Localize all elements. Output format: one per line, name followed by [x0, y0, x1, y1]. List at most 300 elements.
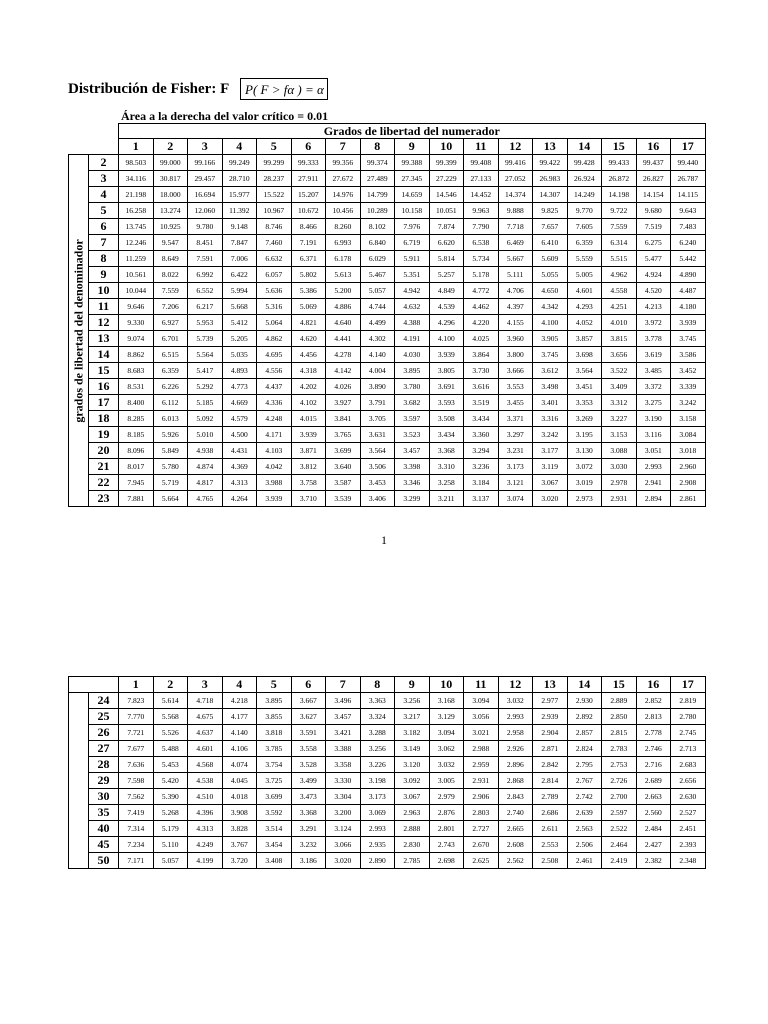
table-cell: 3.116: [636, 427, 671, 443]
table-cell: 4.886: [326, 299, 361, 315]
table-cell: 5.488: [153, 741, 188, 757]
table-cell: 5.636: [257, 283, 292, 299]
table-cell: 3.972: [636, 315, 671, 331]
table-cell: 9.646: [119, 299, 154, 315]
table-cell: 4.539: [429, 299, 464, 315]
table-cell: 2.931: [464, 773, 499, 789]
table-cell: 9.770: [567, 203, 602, 219]
table-cell: 6.620: [429, 235, 464, 251]
table-cell: 5.179: [153, 821, 188, 837]
table-cell: 5.057: [360, 283, 395, 299]
table-cell: 99.408: [464, 155, 499, 171]
table-cell: 3.288: [360, 725, 395, 741]
table-cell: 3.304: [326, 789, 361, 805]
table-cell: 2.958: [498, 725, 533, 741]
table-cell: 2.743: [429, 837, 464, 853]
table-row: [69, 299, 706, 315]
table-cell: 3.051: [636, 443, 671, 459]
table-cell: 4.010: [602, 315, 637, 331]
table-cell: 2.979: [429, 789, 464, 805]
table-cell: 3.553: [498, 379, 533, 395]
table-cell: 2.726: [602, 773, 637, 789]
table-cell: 9.963: [464, 203, 499, 219]
table-cell: 3.067: [533, 475, 568, 491]
table-cell: 5.010: [188, 427, 223, 443]
table-cell: 3.227: [602, 411, 637, 427]
table-cell: 3.587: [326, 475, 361, 491]
table-cell: 3.720: [222, 853, 257, 869]
table-cell: 99.356: [326, 155, 361, 171]
table-cell: 5.178: [464, 267, 499, 283]
table-cell: 2.348: [671, 853, 706, 869]
table-cell: 34.116: [119, 171, 154, 187]
column-header: 13: [533, 677, 568, 693]
table-cell: 2.527: [671, 805, 706, 821]
table-cell: 5.292: [188, 379, 223, 395]
table-cell: 2.746: [636, 741, 671, 757]
table-cell: 5.814: [429, 251, 464, 267]
table-cell: 2.656: [671, 773, 706, 789]
table-cell: 2.608: [498, 837, 533, 853]
table-cell: 3.890: [360, 379, 395, 395]
table-cell: 3.339: [671, 379, 706, 395]
row-header: 21: [89, 459, 119, 475]
table-cell: 2.461: [567, 853, 602, 869]
table-cell: 3.519: [464, 395, 499, 411]
row-header: 40: [89, 821, 119, 837]
table-cell: 3.401: [533, 395, 568, 411]
table-cell: 6.178: [326, 251, 361, 267]
table-cell: 3.291: [291, 821, 326, 837]
table-cell: 2.427: [636, 837, 671, 853]
table-cell: 9.330: [119, 315, 154, 331]
table-cell: 8.531: [119, 379, 154, 395]
table-cell: 4.765: [188, 491, 223, 507]
table-cell: 3.805: [429, 363, 464, 379]
table-cell: 3.767: [222, 837, 257, 853]
table-cell: 3.217: [395, 709, 430, 725]
table-cell: 99.399: [429, 155, 464, 171]
probability-formula: P( F > fα ) = α: [240, 78, 328, 100]
table-cell: 10.044: [119, 283, 154, 299]
table-cell: 3.778: [636, 331, 671, 347]
table-cell: 8.746: [257, 219, 292, 235]
table-cell: 5.668: [222, 299, 257, 315]
denominator-label-cell: [69, 155, 89, 507]
table-cell: 3.564: [567, 363, 602, 379]
table-cell: 4.251: [602, 299, 637, 315]
table-cell: 6.927: [153, 315, 188, 331]
table-cell: 99.416: [498, 155, 533, 171]
table-cell: 2.689: [636, 773, 671, 789]
table-cell: 3.593: [429, 395, 464, 411]
table-cell: 4.924: [636, 267, 671, 283]
table-cell: 6.029: [360, 251, 395, 267]
table-cell: 3.258: [429, 475, 464, 491]
table-cell: 5.477: [636, 251, 671, 267]
column-header: 13: [533, 139, 568, 155]
table-cell: 2.904: [533, 725, 568, 741]
table-cell: 2.767: [567, 773, 602, 789]
table-cell: 4.744: [360, 299, 395, 315]
table-cell: 4.817: [188, 475, 223, 491]
table-cell: 2.801: [429, 821, 464, 837]
table-cell: 3.725: [257, 773, 292, 789]
table-cell: 3.780: [395, 379, 430, 395]
table-cell: 2.824: [567, 741, 602, 757]
table-cell: 2.780: [671, 709, 706, 725]
table-cell: 5.614: [153, 693, 188, 709]
table-cell: 4.140: [360, 347, 395, 363]
table-cell: 2.597: [602, 805, 637, 821]
table-cell: 3.119: [533, 459, 568, 475]
table-cell: 4.601: [567, 283, 602, 299]
table-cell: 2.382: [636, 853, 671, 869]
table-cell: 3.066: [326, 837, 361, 853]
table-cell: 3.612: [533, 363, 568, 379]
table-cell: 2.663: [636, 789, 671, 805]
table-cell: 10.051: [429, 203, 464, 219]
table-cell: 7.006: [222, 251, 257, 267]
table-cell: 3.745: [671, 331, 706, 347]
row-header: 3: [89, 171, 119, 187]
table-cell: 7.976: [395, 219, 430, 235]
table-cell: 3.190: [636, 411, 671, 427]
table-cell: 7.823: [119, 693, 154, 709]
table-cell: 5.559: [567, 251, 602, 267]
table-row: [69, 155, 706, 171]
table-cell: 2.778: [636, 725, 671, 741]
table-cell: 3.682: [395, 395, 430, 411]
table-cell: 4.772: [464, 283, 499, 299]
table-cell: 2.813: [636, 709, 671, 725]
table-cell: 2.795: [567, 757, 602, 773]
row-header: 17: [89, 395, 119, 411]
table-cell: 3.496: [326, 693, 361, 709]
table-cell: 3.434: [464, 411, 499, 427]
table-cell: 26.827: [636, 171, 671, 187]
column-header: 10: [429, 139, 464, 155]
table-cell: 27.052: [498, 171, 533, 187]
table-row: [69, 379, 706, 395]
row-header: 9: [89, 267, 119, 283]
table-cell: 3.316: [533, 411, 568, 427]
table-cell: 6.371: [291, 251, 326, 267]
table-cell: 5.110: [153, 837, 188, 853]
table-cell: 99.433: [602, 155, 637, 171]
table-cell: 6.552: [188, 283, 223, 299]
table-cell: 7.171: [119, 853, 154, 869]
table-cell: 14.452: [464, 187, 499, 203]
table-cell: 4.018: [222, 789, 257, 805]
table-row: [69, 347, 706, 363]
table-cell: 3.084: [671, 427, 706, 443]
table-cell: 4.293: [567, 299, 602, 315]
table-cell: 4.202: [291, 379, 326, 395]
table-cell: 5.005: [567, 267, 602, 283]
table-cell: 3.586: [671, 347, 706, 363]
table-cell: 3.457: [326, 709, 361, 725]
row-header: 28: [89, 757, 119, 773]
table-cell: 3.656: [602, 347, 637, 363]
table-cell: 4.302: [360, 331, 395, 347]
table-cell: 4.538: [188, 773, 223, 789]
table-cell: 7.721: [119, 725, 154, 741]
table-cell: 3.452: [671, 363, 706, 379]
table-cell: 3.754: [257, 757, 292, 773]
table-cell: 4.142: [326, 363, 361, 379]
row-header: 2: [89, 155, 119, 171]
table-cell: 3.310: [429, 459, 464, 475]
table-cell: 6.314: [602, 235, 637, 251]
table-cell: 6.217: [188, 299, 223, 315]
table-cell: 7.770: [119, 709, 154, 725]
table-cell: 98.503: [119, 155, 154, 171]
table-row: [69, 203, 706, 219]
table-cell: 3.455: [498, 395, 533, 411]
table-cell: 5.719: [153, 475, 188, 491]
table-cell: 3.457: [395, 443, 430, 459]
table-cell: 4.942: [395, 283, 430, 299]
header-blank-cell: [69, 139, 119, 155]
table-cell: 4.220: [464, 315, 499, 331]
table-cell: 26.924: [567, 171, 602, 187]
table-cell: 2.625: [464, 853, 499, 869]
table-cell: 4.004: [360, 363, 395, 379]
table-cell: 3.908: [222, 805, 257, 821]
table-cell: 3.730: [464, 363, 499, 379]
table-cell: 3.149: [395, 741, 430, 757]
table-cell: 2.843: [498, 789, 533, 805]
table-cell: 3.032: [429, 757, 464, 773]
table-cell: 3.710: [291, 491, 326, 507]
column-header: 14: [567, 139, 602, 155]
table-cell: 7.945: [119, 475, 154, 491]
table-cell: 2.630: [671, 789, 706, 805]
table-cell: 2.896: [498, 757, 533, 773]
table-cell: 2.393: [671, 837, 706, 853]
row-header: 30: [89, 789, 119, 805]
table-cell: 10.925: [153, 219, 188, 235]
table-cell: 10.561: [119, 267, 154, 283]
table-cell: 99.333: [291, 155, 326, 171]
column-header: 16: [636, 139, 671, 155]
table-cell: 3.018: [671, 443, 706, 459]
table-cell: 2.960: [671, 459, 706, 475]
table-cell: 7.591: [188, 251, 223, 267]
table-cell: 4.074: [222, 757, 257, 773]
table-cell: 4.487: [671, 283, 706, 299]
table-cell: 3.528: [291, 757, 326, 773]
table-cell: 3.242: [533, 427, 568, 443]
table-cell: 2.930: [567, 693, 602, 709]
table-cell: 3.667: [291, 693, 326, 709]
table-cell: 5.911: [395, 251, 430, 267]
table-row: [69, 187, 706, 203]
column-header: 3: [188, 677, 223, 693]
table-cell: 2.993: [636, 459, 671, 475]
table-cell: 2.508: [533, 853, 568, 869]
table-cell: 2.941: [636, 475, 671, 491]
table-cell: 3.698: [567, 347, 602, 363]
table-cell: 15.522: [257, 187, 292, 203]
table-cell: 4.849: [429, 283, 464, 299]
table-cell: 9.680: [636, 203, 671, 219]
table-cell: 7.657: [533, 219, 568, 235]
table-cell: 4.030: [395, 347, 430, 363]
column-header: 9: [395, 139, 430, 155]
table-cell: 29.457: [188, 171, 223, 187]
table-cell: 3.324: [360, 709, 395, 725]
table-cell: 2.665: [498, 821, 533, 837]
table-row: [69, 363, 706, 379]
column-header: 7: [326, 677, 361, 693]
table-cell: 2.939: [533, 709, 568, 725]
table-row: [69, 821, 706, 837]
table-row: [69, 283, 706, 299]
table-cell: 2.888: [395, 821, 430, 837]
table-cell: 2.931: [602, 491, 637, 507]
column-header: 4: [222, 677, 257, 693]
table-cell: 2.419: [602, 853, 637, 869]
column-header: 9: [395, 677, 430, 693]
table-cell: 2.451: [671, 821, 706, 837]
table-cell: 2.889: [602, 693, 637, 709]
table-cell: 3.195: [567, 427, 602, 443]
table-cell: 3.451: [567, 379, 602, 395]
table-cell: 14.249: [567, 187, 602, 203]
row-header: 22: [89, 475, 119, 491]
table-cell: 2.908: [671, 475, 706, 491]
table-cell: 27.911: [291, 171, 326, 187]
table-cell: 4.456: [291, 347, 326, 363]
table-cell: 2.506: [567, 837, 602, 853]
table-cell: 5.092: [188, 411, 223, 427]
column-header: 14: [567, 677, 602, 693]
table-cell: 4.248: [257, 411, 292, 427]
table-cell: 5.564: [188, 347, 223, 363]
table-cell: 3.765: [326, 427, 361, 443]
table-cell: 6.226: [153, 379, 188, 395]
table-cell: 2.876: [429, 805, 464, 821]
table-cell: 3.745: [533, 347, 568, 363]
table-cell: 5.734: [464, 251, 499, 267]
table-cell: 3.691: [429, 379, 464, 395]
table-cell: 3.522: [602, 363, 637, 379]
column-header: 1: [119, 139, 154, 155]
table-row: [69, 267, 706, 283]
table-cell: 7.519: [636, 219, 671, 235]
table-cell: 13.274: [153, 203, 188, 219]
table-cell: 3.895: [395, 363, 430, 379]
table-cell: 3.871: [291, 443, 326, 459]
table-cell: 3.591: [291, 725, 326, 741]
row-header: 24: [89, 693, 119, 709]
table-cell: 3.812: [291, 459, 326, 475]
table-cell: 3.640: [326, 459, 361, 475]
table-cell: 4.191: [395, 331, 430, 347]
table-cell: 3.828: [222, 821, 257, 837]
table-cell: 4.500: [222, 427, 257, 443]
table-cell: 99.000: [153, 155, 188, 171]
table-cell: 3.895: [257, 693, 292, 709]
table-cell: 4.601: [188, 741, 223, 757]
table-cell: 8.683: [119, 363, 154, 379]
table-cell: 2.742: [567, 789, 602, 805]
table-cell: 3.231: [498, 443, 533, 459]
table-cell: 4.510: [188, 789, 223, 805]
table-cell: 14.976: [326, 187, 361, 203]
table-cell: 7.598: [119, 773, 154, 789]
table-cell: 5.316: [257, 299, 292, 315]
row-header: 25: [89, 709, 119, 725]
row-header: 5: [89, 203, 119, 219]
row-header: 15: [89, 363, 119, 379]
table-cell: 4.893: [222, 363, 257, 379]
table-cell: 2.785: [395, 853, 430, 869]
table-cell: 2.993: [360, 821, 395, 837]
table-cell: 7.460: [257, 235, 292, 251]
table-cell: 6.359: [567, 235, 602, 251]
table-cell: 5.268: [153, 805, 188, 821]
table-cell: 3.499: [291, 773, 326, 789]
table-cell: 2.553: [533, 837, 568, 853]
table-cell: 7.562: [119, 789, 154, 805]
table-cell: 27.133: [464, 171, 499, 187]
table-cell: 11.392: [222, 203, 257, 219]
table-row: [69, 251, 706, 267]
row-header: 8: [89, 251, 119, 267]
column-header: 2: [153, 139, 188, 155]
table-cell: 4.025: [464, 331, 499, 347]
table-cell: 6.240: [671, 235, 706, 251]
table-cell: 2.611: [533, 821, 568, 837]
table-cell: 5.568: [153, 709, 188, 725]
table-row: [69, 427, 706, 443]
row-header: 35: [89, 805, 119, 821]
table-cell: 9.148: [222, 219, 257, 235]
table-cell: 3.184: [464, 475, 499, 491]
column-header: 15: [602, 139, 637, 155]
table-cell: 2.639: [567, 805, 602, 821]
table-row: [69, 693, 706, 709]
table-cell: 3.019: [567, 475, 602, 491]
table-cell: 3.592: [257, 805, 292, 821]
table-cell: 6.632: [257, 251, 292, 267]
table-cell: 8.017: [119, 459, 154, 475]
table-cell: 3.539: [326, 491, 361, 507]
table-cell: 30.817: [153, 171, 188, 187]
table-cell: 4.821: [291, 315, 326, 331]
table-cell: 99.249: [222, 155, 257, 171]
table-cell: 10.456: [326, 203, 361, 219]
row-header: 27: [89, 741, 119, 757]
table-cell: 15.977: [222, 187, 257, 203]
table-cell: 6.013: [153, 411, 188, 427]
table-cell: 5.200: [326, 283, 361, 299]
table-cell: 9.888: [498, 203, 533, 219]
table-cell: 14.154: [636, 187, 671, 203]
column-header: 17: [671, 139, 706, 155]
column-header: 3: [188, 139, 223, 155]
table-cell: 8.102: [360, 219, 395, 235]
table-cell: 4.264: [222, 491, 257, 507]
table-cell: 3.434: [429, 427, 464, 443]
table-cell: 4.100: [533, 315, 568, 331]
table-cell: 5.926: [153, 427, 188, 443]
table-cell: 6.057: [257, 267, 292, 283]
table-cell: 4.313: [188, 821, 223, 837]
